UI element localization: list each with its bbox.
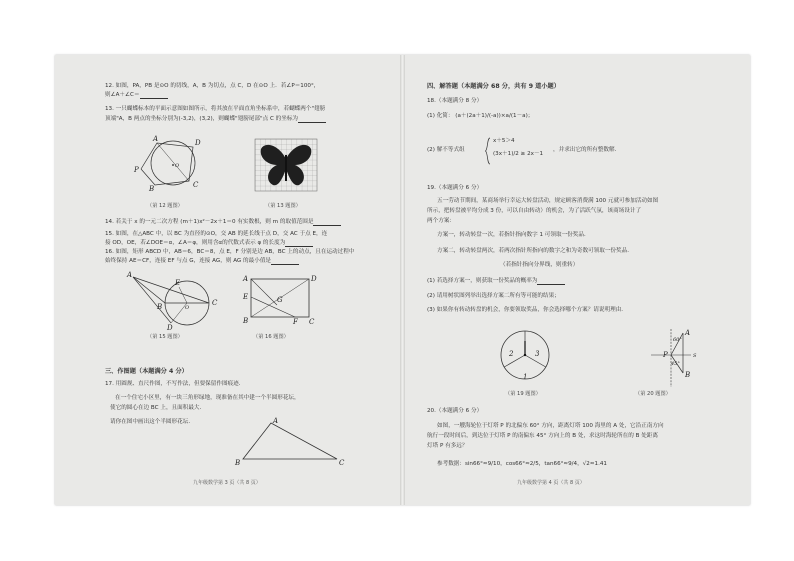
q20-line3: 灯塔 P 有多远？ — [427, 443, 468, 449]
q15-blank[interactable] — [285, 241, 313, 247]
q20-reference-data: 参考数据：sin66°≈9/10，cos66°≈2/5，tan66°≈9/4，√2≈1.41 — [437, 461, 607, 467]
q12-text-2: 则∠A＋∠C＝ — [105, 92, 168, 99]
q13-text-2: 顶端"A，B 两点的坐标分别为(-3,2)，(3,2)，则蝴蝶"翅膀尾部"点 C 的坐标为 — [105, 116, 326, 123]
fig15-label-a: A — [127, 271, 133, 279]
label-a: A — [153, 135, 159, 143]
page-3 — [55, 55, 400, 505]
q19-line3: 两个方案： — [427, 218, 455, 224]
q17-line4: 请你在图中画出这个半圆形花坛． — [110, 419, 194, 425]
figure-16 — [243, 275, 318, 325]
fig17-label-b: B — [235, 459, 241, 467]
figure-12-lines — [141, 143, 193, 185]
q19-plan1: 方案一，转动转盘一次，若指针指向数字 1 可领取一份奖品． — [437, 232, 590, 238]
page-4 — [405, 55, 750, 505]
q18-ineq-2: (3x＋1)/2 ≥ 2x－1 — [493, 151, 544, 157]
q17-line1: 17. 用圆规、直尺作图，不写作法，但要保留作图痕迹． — [105, 381, 245, 387]
fig16-label-c: C — [309, 318, 315, 326]
q19-head: 19.（本题满分 6 分） — [427, 185, 483, 191]
q18-ineq-1: x＋5＞4 — [493, 138, 515, 144]
fig17-label-a: A — [273, 417, 279, 425]
q18-expression: (a＋(2a＋1)/(-a))×a/(1－a)； — [455, 113, 534, 119]
fig20-label-b: B — [685, 371, 691, 379]
fig16-label-g: G — [277, 296, 283, 304]
fig16-label-f: F — [293, 318, 298, 326]
q18-part2-tail: ，并求出它的所有整数解． — [553, 147, 621, 153]
fig20-caption: （第 20 题图） — [635, 391, 671, 397]
q19-line2: 所示，把转盘被平均分成 3 份，可以自由转动）的机会，为了活跃气氛，该商场设计了 — [427, 208, 642, 214]
fig19-caption: （第 19 题图） — [505, 391, 541, 397]
exam-sheet — [55, 55, 750, 505]
q12-text: 12. 如图，PA，PB 是⊙O 的切线，A，B 为切点，点 C，D 在⊙O 上．若∠P＝100°， — [105, 83, 320, 89]
fig16-label-a: A — [243, 275, 249, 283]
footer-page-4: 九年级数学第 4 页（共 8 页） — [517, 480, 585, 486]
figure-15 — [127, 269, 222, 331]
q19-note: （若指针指向分界线，则重转） — [500, 262, 579, 268]
q13-blank[interactable] — [298, 117, 326, 123]
q16-text-2: 始终保持 AE＝CF，连接 EF 与点 G，连接 AG，则 AG 的最小值是 — [105, 258, 299, 265]
q18-part2-label: (2) 解不等式组 — [427, 147, 465, 153]
fig15-label-d: D — [167, 324, 173, 332]
q15-text-2: 接 OD，OE，若∠DOE＝α，∠A＝φ，则用含α的代数式表示 φ 的长度为 — [105, 240, 313, 247]
label-d: D — [195, 139, 201, 147]
q13-text: 13. 一只蝴蝶标本的平面示意图如图所示，将其放在平面直角坐标系中，若蝴蝶两个"翅膀 — [105, 106, 326, 112]
q15-text: 15. 如图，在△ABC 中，以 BC 为直径的⊙O，交 AB 的延长线于点 D，交 AC 于点 E，连 — [105, 231, 328, 237]
fig15-caption: （第 15 题图） — [147, 334, 183, 340]
fig20-label-s: S — [693, 353, 697, 359]
fig15-label-b: B — [157, 303, 163, 311]
q12-blank[interactable] — [140, 93, 168, 99]
figure-19-spinner — [495, 325, 555, 385]
figure-12 — [133, 133, 213, 195]
fig17-label-c: C — [339, 459, 345, 467]
fig20-label-p: P — [663, 351, 668, 359]
q16-blank[interactable] — [271, 259, 299, 265]
spinner-1: 1 — [523, 373, 528, 381]
fig16-label-b: B — [243, 317, 249, 325]
q19-s3: (3) 如果你有转动转盘的机会，你要领取奖品，你会选择哪个方案？请说明理由． — [427, 307, 627, 313]
q20-line2: 航行一段时间后，到达位于灯塔 P 的南偏东 45° 方向上的 B 处，求这时海轮所在的 B 处距离 — [427, 433, 658, 439]
fig16-caption: （第 16 题图） — [253, 334, 289, 340]
q19-plan2: 方案二，转动转盘两次，若两次指针所指向的数字之和为奇数可领取一份奖品． — [437, 248, 633, 254]
q19-s2: (2) 请用树状图列举出选择方案二所有等可能的结果； — [427, 293, 560, 299]
q14-blank[interactable] — [313, 220, 341, 226]
fig20-angle-45: 45° — [671, 361, 680, 367]
fig15-label-e: E — [175, 279, 181, 287]
fig16-label-d: D — [311, 275, 317, 283]
label-c: C — [193, 181, 199, 189]
section-3-title: 三、作图题（本题满分 4 分） — [105, 368, 188, 375]
figure-13-butterfly — [255, 139, 317, 191]
fig15-label-c: C — [212, 299, 218, 307]
q19-s1: (1) 若选择方案一，则获取一份奖品的概率为 — [427, 278, 565, 285]
q18-part1: (1) 化简： (a＋(2a＋1)/(-a))×a/(1－a)； — [427, 113, 534, 119]
spinner-3: 3 — [535, 350, 540, 358]
fig13-caption: （第 13 题图） — [265, 203, 301, 209]
fig20-angle-60: 60° — [673, 337, 682, 343]
section-4-title: 四、解答题（本题满分 68 分，共有 9 道小题） — [427, 83, 560, 90]
figure-17-triangle[interactable] — [233, 417, 353, 467]
q14-text: 14. 若关于 x 的一元二次方程 (m＋1)x²－2x＋1＝0 有实数根，则 m 的取值范围是 — [105, 219, 341, 226]
q16-text: 16. 如图，矩形 ABCD 中，AB＝6，BC＝8，点 E，F 分别是边 AB，BC 上的动点，且在运动过程中 — [105, 249, 355, 255]
brace — [485, 137, 491, 165]
q19-line1: 五一劳动节期间，某商场举行幸运大转盘活动，规定顾客消费满 100 元就可参加活动如图 — [437, 198, 659, 204]
q17-line2: 在一个住宅小区里，有一块三角形绿地，现准备在其中建一个半圆形花坛， — [115, 395, 300, 401]
q18-head: 18.（本题满分 8 分） — [427, 98, 483, 104]
fig15-label-o: O — [185, 305, 190, 311]
label-p: P — [134, 166, 139, 174]
circle-o — [151, 141, 195, 185]
figure-20-compass — [633, 327, 703, 389]
q20-head: 20.（本题满分 6 分） — [427, 408, 483, 414]
q17-line3: 使它的圆心在边 BC 上，且面积最大． — [110, 405, 206, 411]
fig20-label-a: A — [685, 329, 691, 337]
fig16-label-e: E — [243, 293, 249, 301]
spinner-2: 2 — [509, 350, 514, 358]
q19-blank[interactable] — [537, 279, 565, 285]
label-o: O — [175, 163, 180, 169]
q20-line1: 如图，一艘海轮位于灯塔 P 的北偏东 60° 方向，距离灯塔 100 海里的 A 处，它沿正南方向 — [437, 423, 664, 429]
fig12-caption: （第 12 题图） — [147, 203, 183, 209]
label-b: B — [149, 185, 155, 193]
footer-page-3: 九年级数学第 3 页（共 8 页） — [193, 480, 261, 486]
